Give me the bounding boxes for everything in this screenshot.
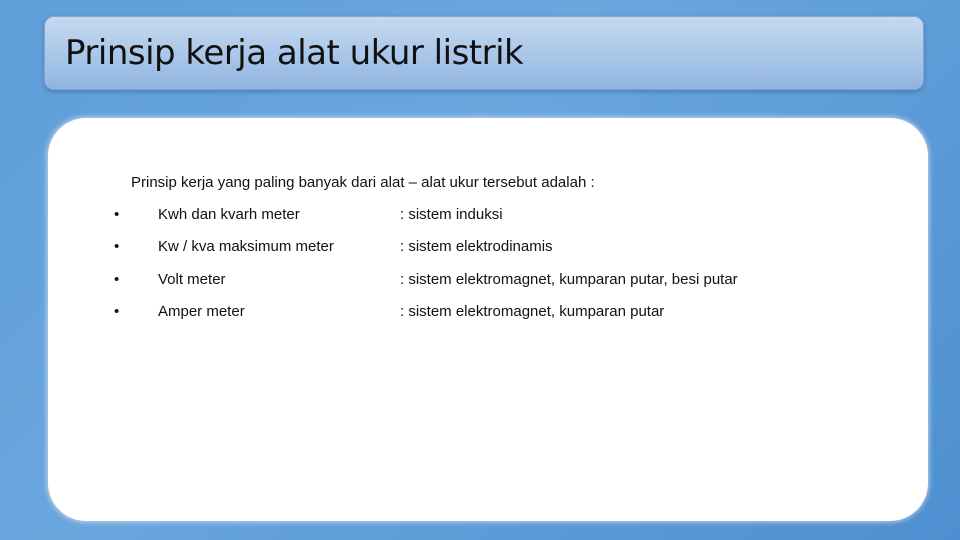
title-bar bbox=[44, 16, 924, 90]
item-description: : sistem elektrodinamis bbox=[400, 238, 553, 255]
item-description: : sistem elektromagnet, kumparan putar, besi putar bbox=[400, 271, 738, 288]
list-item bbox=[0, 206, 960, 226]
list-item bbox=[0, 271, 960, 291]
intro-text: Prinsip kerja yang paling banyak dari alat – alat ukur tersebut adalah : bbox=[131, 174, 595, 191]
item-name: Volt meter bbox=[158, 271, 226, 288]
bullet-icon: • bbox=[114, 303, 120, 320]
list-item bbox=[0, 303, 960, 323]
item-name: Kw / kva maksimum meter bbox=[158, 238, 334, 255]
item-name: Amper meter bbox=[158, 303, 245, 320]
bullet-icon: • bbox=[114, 206, 120, 223]
bullet-icon: • bbox=[114, 238, 120, 255]
item-description: : sistem induksi bbox=[400, 206, 503, 223]
item-description: : sistem elektromagnet, kumparan putar bbox=[400, 303, 665, 320]
item-name: Kwh dan kvarh meter bbox=[158, 206, 300, 223]
slide-title: Prinsip kerja alat ukur listrik bbox=[65, 33, 524, 73]
bullet-icon: • bbox=[114, 271, 120, 288]
list-item bbox=[0, 238, 960, 258]
